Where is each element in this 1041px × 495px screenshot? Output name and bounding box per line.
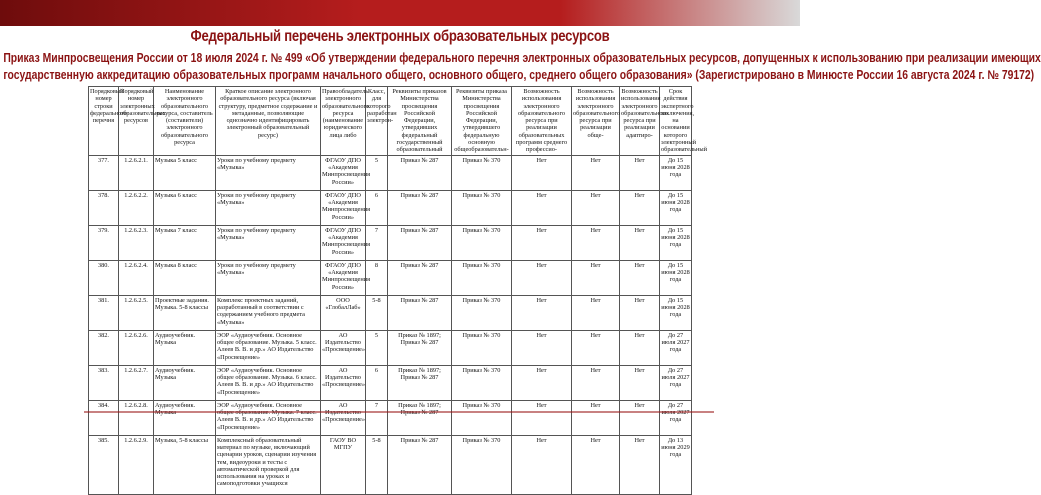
cell-term: До 13 июня 2029 года xyxy=(660,435,692,494)
cell-dop: Нет xyxy=(572,190,620,225)
order-reference-line: государственную аккредитацию образовательных программ начального общего, основного общего, среднего общего образования» (Зарегистрировано в Минюсте России 16 августа 2024 г. № 79172) xyxy=(3,68,1035,82)
cell-name: Проектные задания. Музыка. 5-8 классы xyxy=(154,295,216,330)
table-body xyxy=(89,155,692,494)
resource-table xyxy=(88,86,707,495)
cell-dop: Нет xyxy=(572,435,620,494)
cell-row-number: 377. xyxy=(89,155,119,190)
cell-term: До 15 июня 2028 года xyxy=(660,260,692,295)
cell-row-number: 381. xyxy=(89,295,119,330)
cell-description: Комплексный образовательный материал по музыке, включающий сценарии уроков, сценарии изучения тем, видеоуроки и тесты с автоматической проверкой для использования на уроках и самоподготовки учащихся xyxy=(216,435,321,494)
cell-dop: Нет xyxy=(572,400,620,435)
cell-row-number: 384. xyxy=(89,400,119,435)
cell-spo: Нет xyxy=(512,400,572,435)
cell-grade: 5-8 xyxy=(366,435,388,494)
cell-dop: Нет xyxy=(572,155,620,190)
cell-adapt: Нет xyxy=(620,435,660,494)
cell-adapt: Нет xyxy=(620,190,660,225)
col-header-term: Срок действия экспертного заключения, на основании которого электронный образовательный xyxy=(661,88,707,154)
cell-foop: Приказ № 370 xyxy=(452,190,512,225)
cell-adapt: Нет xyxy=(620,155,660,190)
table-row xyxy=(89,330,692,365)
cell-term: До 27 июля 2027 года xyxy=(660,365,692,400)
cell-fgos: Приказ № 1897; Приказ № 287 xyxy=(388,330,452,365)
cell-description: Комплекс проектных заданий, разработанный в соответствии с содержанием учебного предмета «Музыка» xyxy=(216,295,321,330)
cell-description: Уроки по учебному предмету «Музыка» xyxy=(216,155,321,190)
cell-spo: Нет xyxy=(512,190,572,225)
cell-spo: Нет xyxy=(512,435,572,494)
col-header-spo: Возможность использования электронного образовательного ресурса при реализации образовательных программ среднего профессио- xyxy=(512,87,572,156)
cell-grade: 5 xyxy=(366,155,388,190)
cell-dop: Нет xyxy=(572,225,620,260)
col-header-resource-number: Порядковый номер электронных образовательных ресурсов xyxy=(119,87,154,156)
page-title: Федеральный перечень электронных образовательных ресурсов xyxy=(190,28,610,45)
order-reference xyxy=(0,50,1041,84)
cell-foop: Приказ № 370 xyxy=(452,330,512,365)
cell-grade: 5 xyxy=(366,330,388,365)
cell-description: Уроки по учебному предмету «Музыка» xyxy=(216,190,321,225)
cell-resource-number: 1.2.6.2.9. xyxy=(119,435,154,494)
cell-owner: ГАОУ ВО МГПУ xyxy=(321,435,366,494)
cell-resource-number: 1.2.6.2.8. xyxy=(119,400,154,435)
cell-description: ЭОР «Аудиоучебник. Основное общее образование. Музыка. 6 класс. Алеев В. В. и др.» АО Издательство «Просвещение» xyxy=(216,365,321,400)
cell-term: До 15 июня 2028 года xyxy=(660,225,692,260)
cell-resource-number: 1.2.6.2.5. xyxy=(119,295,154,330)
col-header-name: Наименование электронного образовательного ресурса, составитель (составители) электронного образовательного ресурса xyxy=(154,87,216,156)
table-row xyxy=(89,155,692,190)
cell-grade: 7 xyxy=(366,400,388,435)
cell-owner: ФГАОУ ДПО «Академия Минпросвещения России» xyxy=(321,190,366,225)
cell-foop: Приказ № 370 xyxy=(452,260,512,295)
cell-grade: 7 xyxy=(366,225,388,260)
cell-fgos: Приказ № 287 xyxy=(388,155,452,190)
cell-fgos: Приказ № 287 xyxy=(388,225,452,260)
cell-row-number: 378. xyxy=(89,190,119,225)
cell-resource-number: 1.2.6.2.7. xyxy=(119,365,154,400)
col-header-adapt: Возможность использования электронного образовательного ресурса при реализации адаптиро- xyxy=(620,87,660,156)
cell-description: ЭОР «Аудиоучебник. Основное Алеев В. В. и др.» АО Издательство «Просвещение» xyxy=(216,400,321,435)
cell-resource-number: 1.2.6.2.2. xyxy=(119,190,154,225)
cell-description: ЭОР «Аудиоучебник. Основное общее образование. Музыка. 5 класс. Алеев В. В. и др.» АО Издательство «Просвещение» xyxy=(216,330,321,365)
cell-dop: Нет xyxy=(572,365,620,400)
cell-row-number: 379. xyxy=(89,225,119,260)
cell-term: До 15 июня 2028 года xyxy=(660,295,692,330)
cell-adapt: Нет xyxy=(620,400,660,435)
cell-foop: Приказ № 370 xyxy=(452,435,512,494)
col-header-owner: Правообладатель электронного образовательного ресурса (наименование юридического лица либо xyxy=(321,87,366,156)
cell-owner: ООО «ГлобалЛаб» xyxy=(321,295,366,330)
cell-owner: АО «Просвещение» xyxy=(321,400,366,435)
cell-spo: Нет xyxy=(512,295,572,330)
table-row xyxy=(89,190,692,225)
table-row xyxy=(89,435,692,494)
cell-name: Музыка 6 класс xyxy=(154,190,216,225)
cell-fgos: Приказ № 287 xyxy=(388,435,452,494)
cell-owner: ФГАОУ ДПО «Академия Минпросвещения России» xyxy=(321,225,366,260)
cell-row-number: 385. xyxy=(89,435,119,494)
cell-row-number: 380. xyxy=(89,260,119,295)
col-header-fgos: Реквизиты приказов Министерства просвещения Российской Федерации, утвердивших федеральный государственный образовательный xyxy=(388,87,452,156)
cell-owner: ФГАОУ ДПО «Академия Минпросвещения России» xyxy=(321,260,366,295)
cell-foop: Приказ № 370 xyxy=(452,225,512,260)
header-banner xyxy=(0,0,800,26)
cell-owner: ФГАОУ ДПО «Академия Минпросвещения России» xyxy=(321,155,366,190)
cell-name: Аудиоучебник. Музыка xyxy=(154,365,216,400)
col-header-row-number: Порядковый номер строки федерального перечня xyxy=(89,87,119,156)
cell-name: Музыка 8 класс xyxy=(154,260,216,295)
cell-foop: Приказ № 370 xyxy=(452,155,512,190)
cell-description: Уроки по учебному предмету «Музыка» xyxy=(216,225,321,260)
cell-fgos: Приказ № 287 xyxy=(388,190,452,225)
cell-resource-number: 1.2.6.2.4. xyxy=(119,260,154,295)
cell-resource-number: 1.2.6.2.1. xyxy=(119,155,154,190)
cell-resource-number: 1.2.6.2.6. xyxy=(119,330,154,365)
cell-dop: Нет xyxy=(572,330,620,365)
cell-adapt: Нет xyxy=(620,295,660,330)
cell-name: Аудиоучебник. xyxy=(154,400,216,435)
cell-fgos: Приказ № 1897; Приказ № 287 xyxy=(388,365,452,400)
cell-term: До 15 июня 2028 года xyxy=(660,190,692,225)
cell-spo: Нет xyxy=(512,365,572,400)
resource-table-container xyxy=(88,86,707,488)
cell-fgos: Приказ № 287 xyxy=(388,260,452,295)
table-header-row xyxy=(89,87,692,156)
cell-adapt: Нет xyxy=(620,260,660,295)
cell-grade: 8 xyxy=(366,260,388,295)
cell-dop: Нет xyxy=(572,295,620,330)
cell-fgos: Приказ № 1897; xyxy=(388,400,452,435)
cell-term: До 15 июня 2028 года xyxy=(660,155,692,190)
col-header-grade: Класс, для которого разработан электрон- xyxy=(366,87,388,156)
cell-foop: Приказ № 370 xyxy=(452,365,512,400)
cell-row-number: 382. xyxy=(89,330,119,365)
cell-adapt: Нет xyxy=(620,330,660,365)
col-header-foop: Реквизиты приказа Министерства просвещения Российской Федерации, утвердившего федеральную основную общеобразовательн- xyxy=(452,87,512,156)
cell-fgos: Приказ № 287 xyxy=(388,295,452,330)
table-row xyxy=(89,260,692,295)
footer-divider xyxy=(84,411,714,413)
cell-grade: 6 xyxy=(366,190,388,225)
cell-name: Музыка, 5-8 классы xyxy=(154,435,216,494)
cell-name: Музыка 5 класс xyxy=(154,155,216,190)
col-header-description: Краткое описание электронного образовательного ресурса (включая структуру, предметное содержание и метаданные, позволяющие однозначно идентифицировать электронный образовательный ресурс) xyxy=(216,87,321,156)
cell-adapt: Нет xyxy=(620,225,660,260)
cell-name: Музыка 7 класс xyxy=(154,225,216,260)
cell-dop: Нет xyxy=(572,260,620,295)
cell-term: До 27 июля 2027 года xyxy=(660,330,692,365)
cell-row-number: 383. xyxy=(89,365,119,400)
cell-spo: Нет xyxy=(512,155,572,190)
cell-term: До 27 года xyxy=(660,400,692,435)
col-header-dop: Возможность использования электронного образовательного ресурса при реализации обще- xyxy=(572,87,620,156)
cell-foop: Приказ № 370 xyxy=(452,295,512,330)
table-row xyxy=(89,225,692,260)
table-row xyxy=(89,365,692,400)
cell-name: Аудиоучебник. Музыка xyxy=(154,330,216,365)
cell-description: Уроки по учебному предмету «Музыка» xyxy=(216,260,321,295)
cell-spo: Нет xyxy=(512,260,572,295)
table-row xyxy=(89,400,692,435)
cell-grade: 5-8 xyxy=(366,295,388,330)
cell-grade: 6 xyxy=(366,365,388,400)
order-reference-line: Приказ Минпросвещения России от 18 июля 2024 г. № 499 «Об утверждении федерального перечня электронных образовательных ресурсов, допущенных к использованию при реализации имеющих xyxy=(3,51,1041,65)
cell-owner: АО Издательство «Просвещение» xyxy=(321,330,366,365)
table-row xyxy=(89,295,692,330)
cell-adapt: Нет xyxy=(620,365,660,400)
cell-owner: АО Издательство «Просвещение» xyxy=(321,365,366,400)
cell-spo: Нет xyxy=(512,225,572,260)
cell-spo: Нет xyxy=(512,330,572,365)
cell-foop: Приказ № 370 xyxy=(452,400,512,435)
cell-resource-number: 1.2.6.2.3. xyxy=(119,225,154,260)
